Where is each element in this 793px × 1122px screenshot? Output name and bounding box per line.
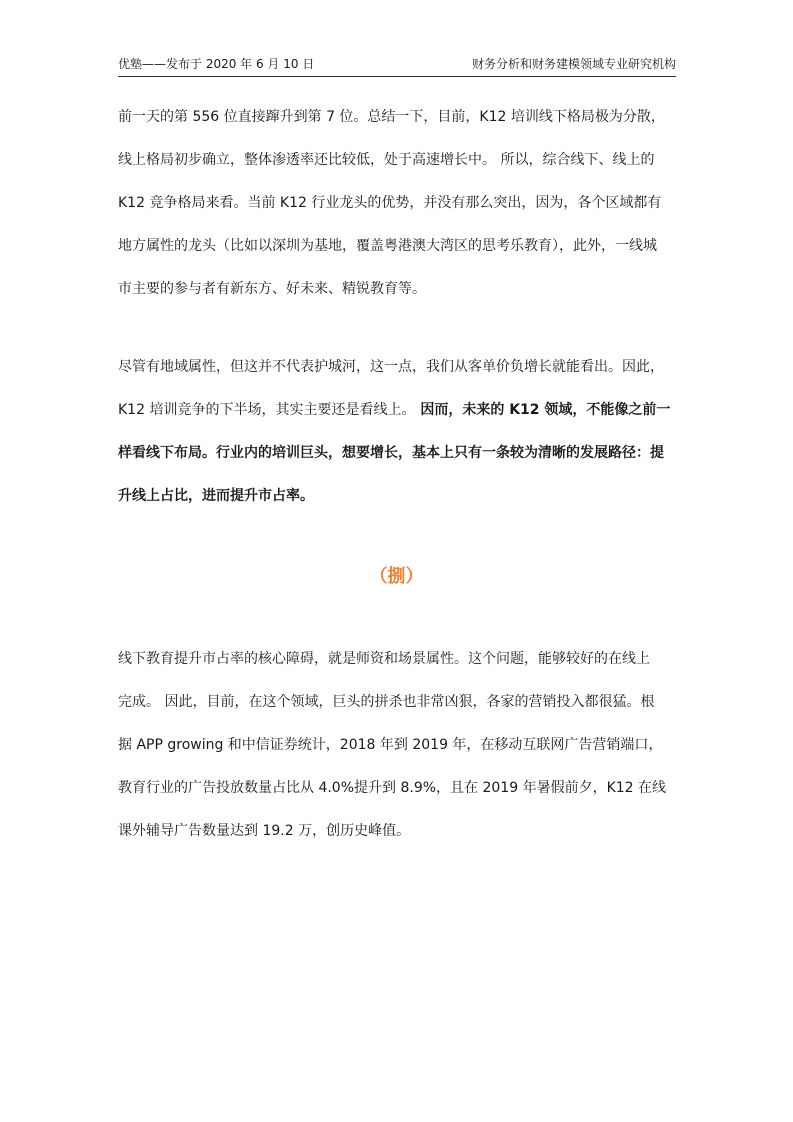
paragraph-line: 课外辅导广告数量达到 19.2 万，创历史峰值。 (118, 823, 411, 839)
paragraph-text: K12 培训竞争的下半场，其实主要还是看线上。 (118, 402, 416, 418)
paragraph-line: 地方属性的龙头（比如以深圳为基地，覆盖粤港澳大湾区的思考乐教育），此外，一线城 (118, 238, 657, 254)
paragraph-line: 线上格局初步确立，整体渗透率还比较低，处于高速增长中。 所以，综合线下、线上的 (118, 152, 655, 168)
paragraph-line: 据 APP growing 和中信证券统计，2018 年到 2019 年，在移动互联网广告营销端口， (118, 737, 663, 753)
page-header (118, 54, 676, 77)
paragraph-line: 线下教育提升市占率的核心障碍，就是师资和场景属性。这个问题，能够较好的在线上 (118, 651, 650, 667)
paragraph-3 (118, 638, 678, 853)
emphasis-line: 样看线下布局。行业内的培训巨头，想要增长，基本上只有一条较为清晰的发展路径：提 (118, 445, 664, 461)
header-organization: 财务分析和财务建模领域专业研究机构 (471, 57, 676, 71)
paragraph-line: 教育行业的广告投放数量占比从 4.0%提升到 8.9%，且在 2019 年暑假前夕，K12 在线 (118, 780, 667, 796)
paragraph-line: 完成。 因此，目前，在这个领域，巨头的拼杀也非常凶狠，各家的营销投入都很猛。根 (118, 694, 655, 710)
paragraph-line: K12 竞争格局来看。当前 K12 行业龙头的优势，并没有那么突出，因为，各个区域都有 (118, 195, 662, 211)
paragraph-line: 前一天的第 556 位直接蹿升到第 7 位。总结一下，目前，K12 培训线下格局极为分散， (118, 109, 665, 125)
header-publish-info: 优塾——发布于 2020 年 6 月 10 日 (118, 57, 315, 71)
section-number-heading: （捌） (369, 566, 424, 587)
paragraph-line: 尽管有地域属性，但这并不代表护城河，这一点，我们从客单价负增长就能看出。因此， (118, 359, 664, 375)
emphasis-text: 因而，未来的 K12 领域，不能像之前一 (415, 402, 671, 418)
emphasis-line: 升线上占比，进而提升市占率。 (118, 488, 314, 504)
paragraph-line (118, 389, 678, 432)
paragraph-2 (118, 346, 678, 518)
paragraph-line: 市主要的参与者有新东方、好未来、精锐教育等。 (118, 281, 426, 297)
paragraph-1 (118, 96, 678, 311)
